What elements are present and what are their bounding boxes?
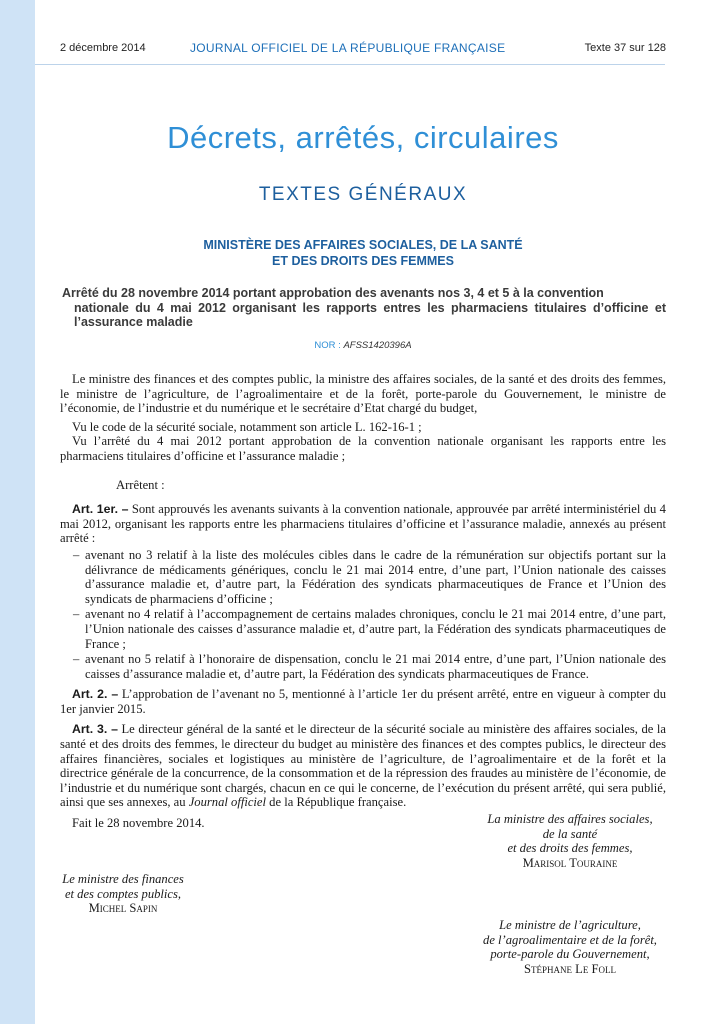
page-header [60, 40, 666, 58]
signatory-name: Michel Sapin [88, 901, 158, 916]
signatory-name: Marisol Touraine [522, 855, 618, 870]
arretent: Arrêtent : [116, 477, 165, 492]
list-item: – avenant no 5 relatif à l’honoraire de dispensation, conclu le 21 mai 2014 entre, d’une part, l’Union nationale des caisses d’assurance maladie et, d’autre part, la Fédération des syndicats pharmaceutiques de France. [60, 652, 666, 681]
article-label: Art. 1er. – [72, 502, 129, 517]
article-text: Sont approuvés les avenants suivants à la convention nationale, approuvée par arrêté interministériel du 4 mai 2012, organisant les rapports entre les pharmaciens titulaires d’officine et l’assurance maladie, annexés au présent arrêté : [60, 502, 666, 546]
preamble-paragraph: Le ministre des finances et des comptes public, la ministre des affaires sociales, de la santé et des droits des femmes, le ministre de l’agriculture, de l’agroalimentaire et de la forêt, porte-parole du Gouvernement, le ministre de l’économie, de l’industrie et du numérique et le secrétaire d’Etat chargé du budget, [60, 372, 666, 416]
fait-le: Fait le 28 novembre 2014. [72, 816, 205, 831]
signature-ministre-agriculture [455, 918, 685, 976]
header-journal: JOURNAL OFFICIEL DE LA RÉPUBLIQUE FRANÇAISE [190, 41, 506, 55]
signatory-name: Stéphane Le Foll [524, 961, 616, 976]
signature-line: de l’agroalimentaire et de la forêt, [483, 932, 657, 947]
signature-line: Le ministre des finances [62, 872, 184, 886]
article-label: Art. 3. – [72, 722, 118, 737]
article-text: Le directeur général de la santé et le directeur de la sécurité sociale au ministère des affaires sociales, de la santé et des droits des femmes, le directeur du budget au ministère des finances et des comptes publics, le directeur des affaires financières, sociales et logistiques au ministère de l’agriculture, de l’agroalimentaire et de la forêt et la directrice générale de la concurrence, de la consommation et de la répression des fraudes au ministère de l’économie, de l’industrie et du numérique sont chargés, chacun en ce qui le concerne, de l’exécution du présent arrêté, qui sera publié, ainsi que ses annexes, au [60, 722, 666, 810]
decree-title-rest: nationale du 4 mai 2012 organisant les rapports entres les pharmaciens titulaires d’officine et l’assurance maladie [74, 300, 666, 329]
vu-paragraph: Vu le code de la sécurité sociale, notamment son article L. 162-16-1 ; [72, 419, 422, 434]
decree-body [60, 372, 666, 831]
article-text: L’approbation de l’avenant no 5, mentionné à l’article 1er du présent arrêté, entre en vigueur à compter du 1er janvier 2015. [60, 687, 666, 716]
decree-title-line1: Arrêté du 28 novembre 2014 portant approbation des avenants nos 3, 4 et 5 à la convention [62, 286, 604, 300]
avenant-list [60, 548, 666, 681]
nor-value: AFSS1420396A [343, 340, 412, 351]
vu-paragraph: Vu l’arrêté du 4 mai 2012 portant approbation de la convention nationale organisant les rapports entre les pharmaciens titulaires d’officine et l’assurance maladie ; [60, 434, 666, 463]
list-item: – avenant no 3 relatif à la liste des molécules cibles dans le cadre de la rémunération sur objectifs portant sur la délivrance de médicaments génériques, conclu le 21 mai 2014 entre, d’une part, l’Union nationale des caisses d’assurance maladie et, d’autre part, la Fédération des syndicats pharmaceutiques de France et l’Union des syndicats de pharmaciens d’officine ; [60, 548, 666, 606]
ministry-line: ET DES DROITS DES FEMMES [272, 254, 454, 268]
article-label: Art. 2. – [72, 687, 119, 702]
list-item: – avenant no 4 relatif à l’accompagnement de certains malades chroniques, conclu le 21 mai 2014 entre, d’une part, l’Union nationale des caisses d’assurance maladie et, d’autre part, la Fédération des syndicats pharmaceutiques de France ; [60, 607, 666, 651]
ministry-title [35, 237, 691, 269]
header-date: 2 décembre 2014 [60, 42, 146, 54]
nor-reference [35, 340, 691, 351]
signature-line: de la santé [542, 826, 598, 841]
signature-line: Le ministre de l’agriculture, [499, 918, 641, 932]
signature-line: porte-parole du Gouvernement, [490, 947, 650, 962]
nor-label: NOR : [314, 340, 341, 351]
signature-line: et des droits des femmes, [507, 841, 633, 856]
signature-line: et des comptes publics, [64, 886, 182, 901]
article-3 [60, 722, 666, 810]
decree-title [62, 286, 666, 330]
subsection-title: TEXTES GÉNÉRAUX [258, 184, 468, 205]
header-rule [35, 64, 665, 65]
article-2 [60, 687, 666, 716]
article-1 [60, 502, 666, 546]
section-title: Décrets, arrêtés, circulaires [167, 120, 559, 155]
signature-line: La ministre des affaires sociales, [487, 812, 653, 826]
journal-officiel: Journal officiel [188, 795, 267, 810]
signature-ministre-finances [48, 872, 198, 916]
left-margin-band [0, 0, 35, 1024]
article-text-end: de la République française. [269, 795, 407, 810]
ministry-line: MINISTÈRE DES AFFAIRES SOCIALES, DE LA SANTÉ [203, 238, 523, 252]
signature-ministre-affaires-sociales [470, 812, 670, 870]
header-texte: Texte 37 sur 128 [584, 42, 666, 54]
